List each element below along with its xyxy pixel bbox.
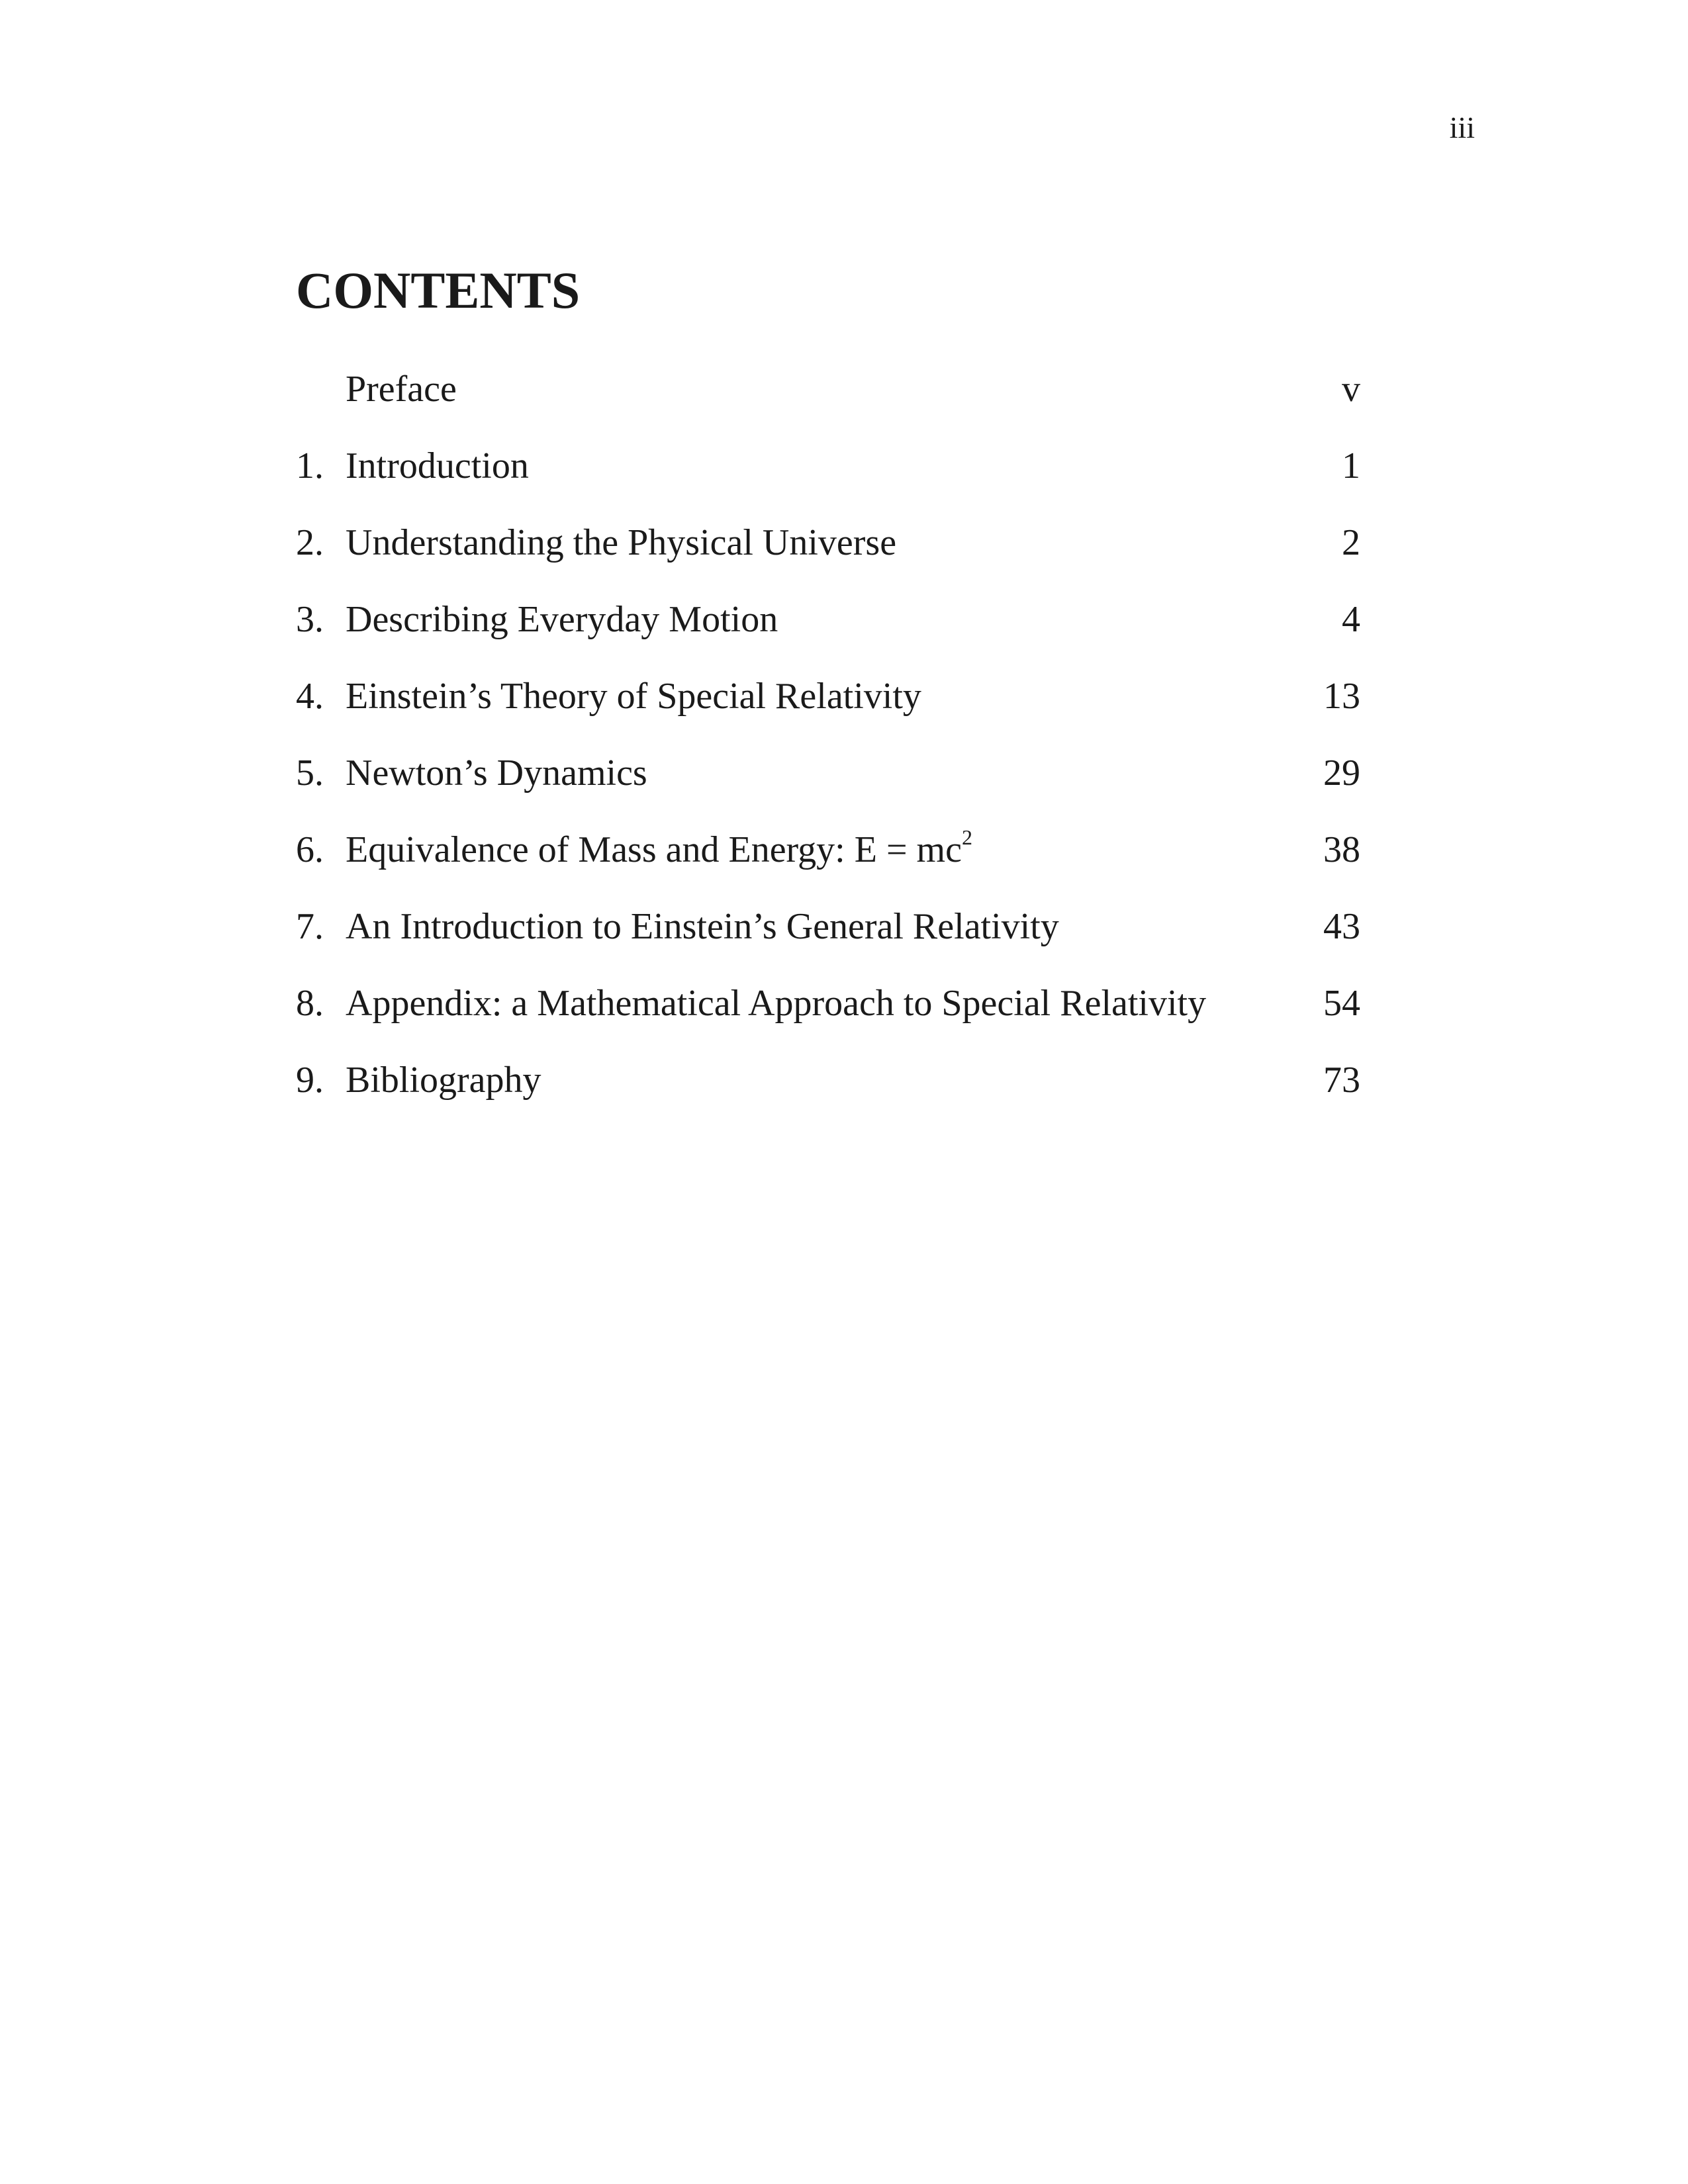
toc-entry-page: 29 — [1323, 752, 1360, 794]
toc-entry-number: 4. — [296, 676, 324, 717]
toc-entry-title: An Introduction to Einstein’s General Relativity — [346, 906, 1059, 947]
toc-entry-number: 8. — [296, 983, 324, 1024]
toc-entry-bibliography[interactable] — [296, 1057, 1360, 1134]
toc-entry-number: 3. — [296, 599, 324, 640]
toc-entry-page: 54 — [1323, 983, 1360, 1024]
toc-entry-general-relativity[interactable] — [296, 903, 1360, 980]
toc-entry-preface[interactable] — [296, 366, 1360, 443]
toc-entry-title: Newton’s Dynamics — [346, 752, 647, 794]
toc-entry-page: 73 — [1323, 1060, 1360, 1101]
table-of-contents — [296, 366, 1360, 1134]
toc-entry-title-wrapper — [346, 827, 972, 873]
toc-entry-number: 1. — [296, 445, 324, 486]
toc-entry-page: 43 — [1323, 906, 1360, 947]
toc-entry-page: 1 — [1342, 445, 1360, 486]
toc-entry-number: 2. — [296, 522, 324, 563]
toc-entry-page: 2 — [1342, 522, 1360, 563]
toc-entry-understanding-universe[interactable] — [296, 520, 1360, 596]
toc-entry-page: 13 — [1323, 676, 1360, 717]
toc-entry-page: v — [1342, 369, 1360, 410]
toc-entry-introduction[interactable] — [296, 443, 1360, 520]
toc-entry-title: Introduction — [346, 445, 529, 486]
toc-entry-title: Understanding the Physical Universe — [346, 522, 897, 563]
toc-entry-number: 9. — [296, 1060, 324, 1101]
superscript-exponent: 2 — [961, 825, 972, 849]
toc-entry-title: Einstein’s Theory of Special Relativity — [346, 676, 921, 717]
page-number: iii — [1449, 111, 1475, 144]
toc-entry-special-relativity[interactable] — [296, 673, 1360, 750]
toc-entry-newtons-dynamics[interactable] — [296, 750, 1360, 827]
toc-entry-number: 6. — [296, 829, 324, 870]
toc-entry-title: Appendix: a Mathematical Approach to Special Relativity — [346, 983, 1207, 1024]
toc-entry-title: Describing Everyday Motion — [346, 599, 778, 640]
toc-entry-number: 7. — [296, 906, 324, 947]
toc-entry-everyday-motion[interactable] — [296, 596, 1360, 673]
toc-entry-number: 5. — [296, 752, 324, 794]
toc-entry-title: Preface — [346, 369, 457, 410]
toc-entry-mass-energy[interactable] — [296, 825, 1360, 903]
toc-entry-appendix[interactable] — [296, 980, 1360, 1057]
toc-entry-page: 38 — [1323, 829, 1360, 870]
toc-entry-page: 4 — [1342, 599, 1360, 640]
toc-entry-title: Equivalence of Mass and Energy: E = mc — [346, 829, 962, 870]
contents-heading: CONTENTS — [296, 261, 581, 319]
toc-entry-title: Bibliography — [346, 1060, 541, 1101]
